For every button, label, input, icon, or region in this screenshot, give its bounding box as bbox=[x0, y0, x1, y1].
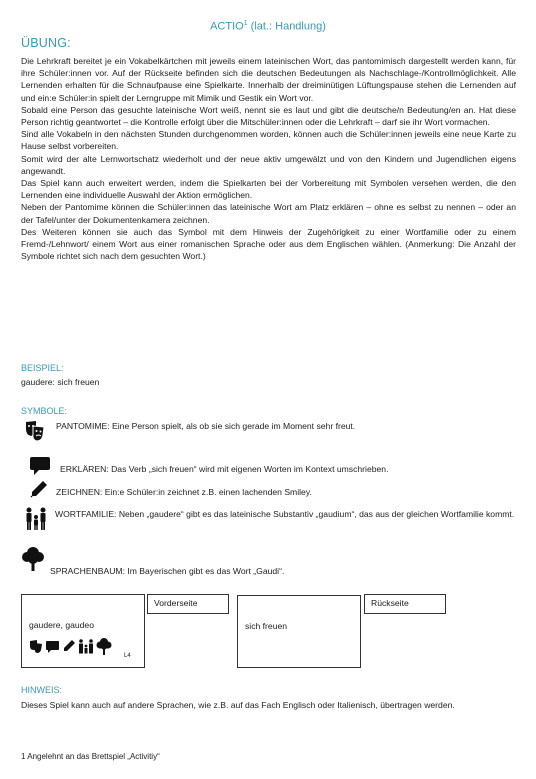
card-symbols-icon bbox=[30, 637, 124, 657]
uebung-paragraph: Sind alle Vokabeln in den nächsten Stunden durchgenommen worden, können auch die Schüler:innen jeweils eine neue Karte zu Hause selbst vorbereiten. bbox=[21, 129, 516, 152]
uebung-paragraph: Sobald eine Person das gesuchte lateinische Wort weiß, nennt sie es laut und gibt die deutsche/n Bedeutung/en an. Hat diese Person richtig geantwortet – die Kontrolle erfolgt über die Mitschüler:innen oder die Lehrkraft – darf sie ihr Wort vormachen. bbox=[21, 104, 516, 128]
symbol-text-pantomime: PANTOMIME: Eine Person spielt, als ob sie sich gerade im Moment sehr freut. bbox=[56, 421, 356, 431]
card-back-text: sich freuen bbox=[245, 621, 288, 631]
uebung-paragraph: Somit wird der alte Lernwortschatz wiederholt und der neue aktiv umgewälzt und von den Kindern und Jugendlichen eigens angewandt. bbox=[21, 153, 516, 176]
title-suffix: (lat.: Handlung) bbox=[247, 20, 326, 33]
card-front-label: Vorderseite bbox=[147, 594, 229, 614]
symbol-text-wortfamilie: WORTFAMILIE: Neben „gaudere“ gibt es das lateinische Substantiv „gaudium“, das aus der gleichen Wortfamilie kommt. bbox=[55, 509, 515, 519]
symbol-text-zeichnen: ZEICHNEN: Ein:e Schüler:in zeichnet z.B. einen lachenden Smiley. bbox=[56, 487, 312, 497]
footnote: 1 Angelehnt an das Brettspiel „Activitiy“ bbox=[21, 752, 160, 761]
uebung-paragraph: Die Lehrkraft bereitet je ein Vokabelkärtchen mit jeweils einem lateinischen Wort, das pantomimisch dargestellt werden kann, für ihre Schüler:innen vor. Auf der Rückseite befinden sich die deutschen Bedeutungen als Nachschlage-/Kontrollmöglichkeit. Alle Lernenden erhalten für die Schnaufpause eine Spielkarte. Innerhalb der dreiminütigen Lüftungspause stehen die Lernenden auf und ein:e Schüler:in spielt der Lerngruppe mit Mimik und Gestik ein Wort vor. bbox=[21, 56, 516, 103]
title-main: ACTIO bbox=[210, 20, 244, 33]
tree-icon bbox=[20, 545, 46, 571]
card-front bbox=[21, 594, 145, 668]
uebung-heading: ÜBUNG: bbox=[21, 36, 71, 50]
family-icon bbox=[24, 507, 48, 531]
family-icon bbox=[79, 639, 93, 653]
hinweis-heading: HINWEIS: bbox=[21, 685, 63, 695]
card-back bbox=[237, 595, 361, 668]
uebung-paragraph: Neben der Pantomime können die Schüler:innen das lateinische Wort am Platz erklären – ohne es selbst zu nennen – oder an der Tafel/unter der Dokumentenkamera zeichnen. bbox=[21, 202, 516, 225]
uebung-paragraph: Das Spiel kann auch erweitert werden, indem die Spielkarten bei der Vorbereitung mit Symbolen versehen werden, die den Lernenden eine individuelle Auswahl der Aktion ermöglichen. bbox=[21, 178, 516, 201]
tree-icon bbox=[97, 638, 112, 655]
title-footnote-marker: 1 bbox=[243, 20, 248, 27]
symbol-text-erklaeren: ERKLÄREN: Das Verb „sich freuen“ wird mit eigenen Worten im Kontext umschrieben. bbox=[60, 464, 389, 474]
symbole-heading: SYMBOLE: bbox=[21, 406, 68, 416]
beispiel-text: gaudere: sich freuen bbox=[21, 377, 100, 387]
speech-bubble-icon bbox=[30, 457, 50, 475]
symbol-text-sprachenbaum: SPRACHENBAUM: Im Bayerischen gibt es das Wort „Gaudi“. bbox=[50, 566, 285, 576]
speech-bubble-icon bbox=[46, 641, 59, 653]
card-front-text: gaudere, gaudeo bbox=[29, 620, 94, 630]
page-title bbox=[0, 20, 536, 33]
hinweis-text: Dieses Spiel kann auch auf andere Sprachen, wie z.B. auf das Fach Englisch oder Italienisch, übertragen werden. bbox=[21, 700, 455, 710]
pencil-icon bbox=[30, 480, 48, 498]
theater-masks-icon bbox=[25, 420, 45, 442]
uebung-text bbox=[21, 55, 516, 262]
card-front-code: L4 bbox=[124, 653, 131, 659]
pencil-icon bbox=[64, 640, 75, 651]
card-back-label: Rückseite bbox=[364, 594, 446, 614]
beispiel-heading: BEISPIEL: bbox=[21, 363, 64, 373]
theater-masks-icon bbox=[30, 640, 42, 653]
uebung-paragraph: Des Weiteren können sie auch das Symbol mit dem Hinweis der Zugehörigkeit zu einer Wortfamilie oder zu einem Fremd-/Lehnwort/ einem Wort aus einer romanischen Sprache oder aus dem Englischen wählen. (Anmerkung: Die Anzahl der Symbole richtet sich nach dem gesuchten Wort.) bbox=[21, 226, 516, 262]
